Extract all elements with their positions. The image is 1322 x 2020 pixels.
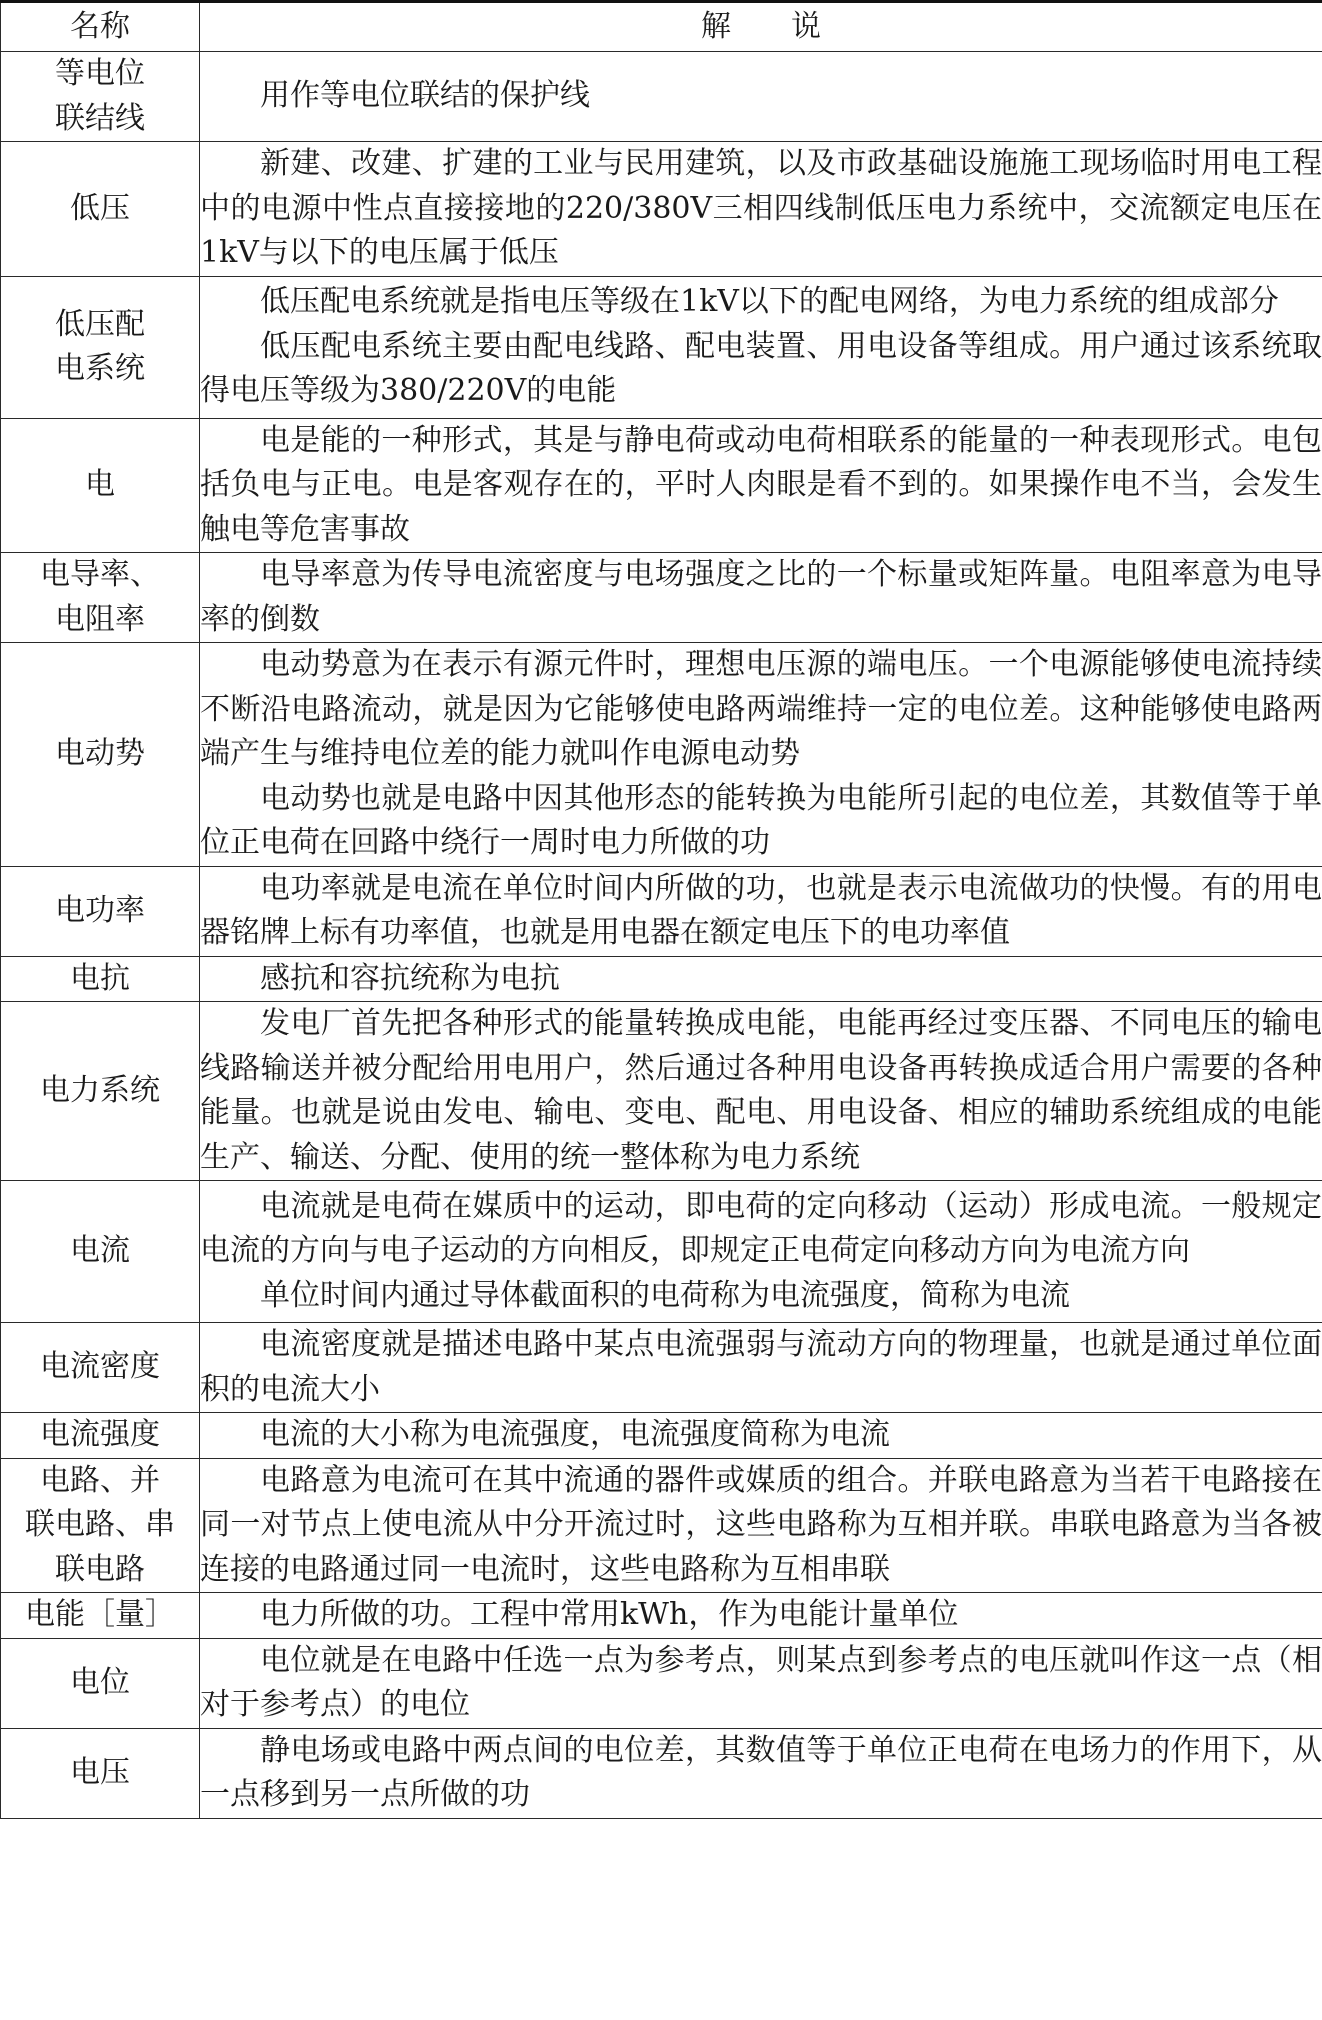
description-paragraph: 电流就是电荷在媒质中的运动，即电荷的定向移动（运动）形成电流。一般规定电流的方向与电子运动的方向相反，即规定正电荷定向移动方向为电流方向 (200, 1188, 1322, 1269)
term-cell: 电流 (1, 1181, 200, 1323)
table-row (1, 1728, 1322, 1818)
table-row (1, 52, 1322, 142)
description-paragraph: 电流密度就是描述电路中某点电流强弱与流动方向的物理量，也就是通过单位面积的电流大小 (200, 1327, 1322, 1407)
term-cell: 低压 (1, 142, 200, 277)
description-cell (200, 418, 1322, 553)
table-header-row (1, 2, 1322, 52)
description-paragraph: 电位就是在电路中任选一点为参考点，则某点到参考点的电压就叫作这一点（相对于参考点）的电位 (200, 1642, 1322, 1722)
table-row (1, 1323, 1322, 1413)
term-cell: 电位 (1, 1638, 200, 1728)
table-row (1, 1413, 1322, 1459)
table-row (1, 643, 1322, 867)
header-name: 名称 (1, 2, 200, 52)
description-paragraph: 电导率意为传导电流密度与电场强度之比的一个标量或矩阵量。电阻率意为电导率的倒数 (200, 557, 1322, 637)
term-cell: 电 (1, 418, 200, 553)
description-paragraph: 感抗和容抗统称为电抗 (260, 960, 560, 996)
term-cell: 电力系统 (1, 1002, 200, 1181)
description-cell (200, 52, 1322, 142)
term-cell: 低压配 电系统 (1, 276, 200, 418)
description-paragraph: 电动势意为在表示有源元件时，理想电压源的端电压。一个电源能够使电流持续不断沿电路流动，就是因为它能够使电路两端维持一定的电位差。这种能够使电路两端产生与维持电位差的能力就叫作电源电动势 (200, 647, 1322, 771)
description-cell (200, 1413, 1322, 1459)
description-cell (200, 956, 1322, 1002)
term-cell: 电导率、 电阻率 (1, 553, 200, 643)
description-paragraph: 发电厂首先把各种形式的能量转换成电能，电能再经过变压器、不同电压的输电线路输送并被分配给用电用户，然后通过各种用电设备再转换成适合用户需要的各种能量。也就是说由发电、输电、变电、配电、用电设备、相应的辅助系统组成的电能生产、输送、分配、使用的统一整体称为电力系统 (200, 1006, 1322, 1175)
term-cell: 电路、并 联电路、串 联电路 (1, 1458, 200, 1593)
term-cell: 电功率 (1, 866, 200, 956)
table-row (1, 418, 1322, 553)
description-cell (200, 553, 1322, 643)
description-paragraph: 用作等电位联结的保护线 (260, 78, 590, 114)
table-row (1, 956, 1322, 1002)
term-cell: 等电位 联结线 (1, 52, 200, 142)
description-cell (200, 1458, 1322, 1593)
description-paragraph: 电动势也就是电路中因其他形态的能转换为电能所引起的电位差，其数值等于单位正电荷在回路中绕行一周时电力所做的功 (200, 780, 1322, 860)
description-cell (200, 1593, 1322, 1639)
description-paragraph: 电路意为电流可在其中流通的器件或媒质的组合。并联电路意为当若干电路接在同一对节点上使电流从中分开流过时，这些电路称为互相并联。串联电路意为当各被连接的电路通过同一电流时，这些电路称为互相串联 (200, 1462, 1322, 1587)
table-row (1, 866, 1322, 956)
description-cell (200, 1728, 1322, 1818)
description-cell (200, 276, 1322, 418)
description-cell (200, 1181, 1322, 1323)
table-row (1, 553, 1322, 643)
description-paragraph: 静电场或电路中两点间的电位差，其数值等于单位正电荷在电场力的作用下，从一点移到另一点所做的功 (200, 1732, 1322, 1812)
term-cell: 电抗 (1, 956, 200, 1002)
description-cell (200, 1323, 1322, 1413)
table-row (1, 1593, 1322, 1639)
table-row (1, 1002, 1322, 1181)
description-paragraph: 电力所做的功。工程中常用kWh，作为电能计量单位 (260, 1597, 959, 1632)
term-cell: 电压 (1, 1728, 200, 1818)
term-cell: 电流强度 (1, 1413, 200, 1459)
table-row (1, 1181, 1322, 1323)
description-paragraph: 低压配电系统就是指电压等级在1kV以下的配电网络，为电力系统的组成部分 (260, 284, 1279, 320)
description-cell (200, 643, 1322, 867)
description-cell (200, 1002, 1322, 1181)
table-row (1, 1458, 1322, 1593)
description-cell (200, 1638, 1322, 1728)
description-paragraph: 电是能的一种形式，其是与静电荷或动电荷相联系的能量的一种表现形式。电包括负电与正电。电是客观存在的，平时人肉眼是看不到的。如果操作电不当，会发生触电等危害事故 (200, 422, 1322, 547)
description-paragraph: 电功率就是电流在单位时间内所做的功，也就是表示电流做功的快慢。有的用电器铭牌上标有功率值，也就是用电器在额定电压下的电功率值 (200, 870, 1322, 950)
description-cell (200, 142, 1322, 277)
description-cell (200, 866, 1322, 956)
table-row (1, 276, 1322, 418)
term-cell: 电能［量］ (1, 1593, 200, 1639)
table-row (1, 1638, 1322, 1728)
term-cell: 电流密度 (1, 1323, 200, 1413)
description-paragraph: 新建、改建、扩建的工业与民用建筑，以及市政基础设施施工现场临时用电工程中的电源中性点直接接地的220/380V三相四线制低压电力系统中，交流额定电压在1kV与以下的电压属于低压 (200, 146, 1322, 270)
description-paragraph: 单位时间内通过导体截面积的电荷称为电流强度，简称为电流 (260, 1277, 1070, 1313)
header-desc: 解 说 (200, 2, 1322, 52)
description-paragraph: 低压配电系统主要由配电线路、配电装置、用电设备等组成。用户通过该系统取得电压等级为380/220V的电能 (200, 328, 1322, 409)
description-paragraph: 电流的大小称为电流强度，电流强度简称为电流 (260, 1417, 890, 1452)
term-cell: 电动势 (1, 643, 200, 867)
table-row (1, 142, 1322, 277)
